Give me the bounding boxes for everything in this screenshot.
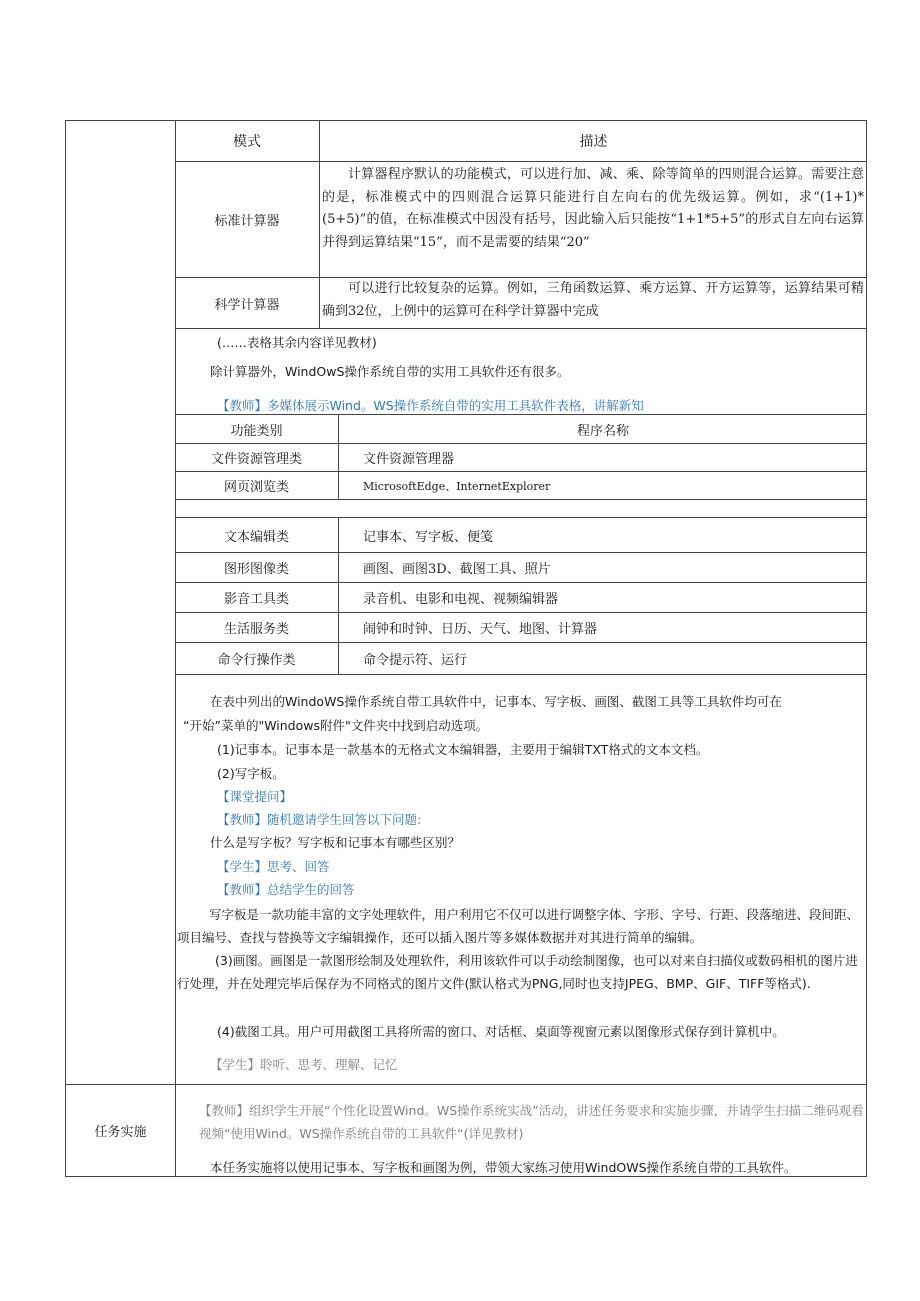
student-response: 【学生】思考、回答 [217,859,330,874]
body-paragraph: 在表中列出的WindoWS操作系统自带工具软件中，记事本、写字板、画图、截图工具等工具软件均可在 [210,694,782,709]
tool-category: 影音工具类 [223,592,289,607]
tool-category: 命令行操作类 [217,653,296,668]
tool-programs: 命令提示符、运行 [363,653,468,668]
desc-header: 描述 [579,133,608,150]
wordpad-paragraph: 写字板是一款功能丰富的文字处理软件，用户利用它不仅可以进行调整字体、字形、字号、行距、段落缩进、段间距、项目编号、查找与替换等文字编辑操作，还可以插入图片等多媒体数据并对其进行简单的编辑。 [177,907,860,945]
tool-programs: 画图、画图3D、截图工具、照片 [363,562,551,577]
tool-category: 网页浏览类 [223,480,289,495]
mode-scientific: 科学计算器 [214,297,280,313]
task-label: 任务实施 [94,1125,147,1140]
body-paragraph: “开始”菜单的"Windows附件"文件夹中找到启动选项。 [183,718,489,733]
tool-programs: MicrosoftEdge、InternetExplorer [363,479,551,493]
question-text: 什么是写字板？写字板和记事本有哪些区别？ [210,835,461,850]
tool-category: 文本编辑类 [223,529,289,545]
desc-standard: 计算器程序默认的功能模式，可以进行加、减、乘、除等简单的四则混合运算。需要注意的是，标准模式中的四则混合运算只能进行自左向右的优先级运算。例如，求“(1+1)*(5+5)”的值，在标准模式中因没有括号，因此输入后只能按“1+1*5+5”的形式自左向右运算并得到运算结果“15”，而不是需要的结果“20” [322,167,864,250]
paint-paragraph: (3)画图。画图是一款图形绘制及处理软件，利用该软件可以手动绘制图像，也可以对来自扫描仪或数码相机的图片进行处理，并在处理完毕后保存为不同格式的图片文件(默认格式为PNG,同时也支持JPEG、BMP、GIF、TIFF等格式). [177,953,858,991]
tool-programs: 闹钟和时钟、日历、天气、地图、计算器 [363,622,598,637]
task-summary: 本任务实施将以使用记事本、写字板和画图为例，带领大家练习使用WindOWS操作系统自带的工具软件。 [210,1160,797,1175]
tool-programs [363,500,863,517]
tool-header-category: 功能类别 [230,423,283,439]
tool-programs: 录音机、电影和电视、视频编辑器 [363,592,559,607]
intro-paragraph: 除计算器外，WindOwS操作系统自带的实用工具软件还有很多。 [210,364,570,379]
note-rest: (……表格其余内容详见教材) [217,335,377,350]
tool-category: 图形图像类 [223,562,289,577]
wordpad-heading: (2)写字板。 [217,766,285,781]
mode-standard: 标准计算器 [214,214,280,229]
mode-table [175,120,867,329]
desc-scientific: 可以进行比较复杂的运算。例如，三角函数运算、乘方运算、开方运算等，运算结果可精确到32位，上例中的运算可在科学计算器中完成 [322,281,864,319]
classroom-question-label: 【课堂提问】 [217,789,293,804]
tool-category: 文件资源管理类 [210,452,302,467]
tool-programs: 文件资源管理器 [363,452,455,467]
tool-table [175,414,867,675]
tool-header-programs: 程序名称 [576,423,629,439]
snipping-paragraph: (4)截图工具。用户可用截图工具将所需的窗口、对话框、桌面等视窗元素以图像形式保存到计算机中。 [217,1024,785,1039]
teacher-question: 【教师】随机邀请学生回答以下问题: [217,812,422,827]
teacher-show: 【教师】多媒体展示Wind。WS操作系统自带的实用工具软件表格，讲解新知 [217,398,644,413]
tool-category [175,500,338,517]
notepad-paragraph: (1)记事本。记事本是一款基本的无格式文本编辑器，主要用于编辑TXT格式的文本文档。 [217,742,709,757]
tool-programs: 记事本、写字板、便笺 [363,529,494,545]
task-row-divider [65,1084,867,1085]
student-listen: 【学生】聆听、思考、理解、记忆 [210,1057,398,1072]
teacher-summary: 【教师】总结学生的回答 [217,882,355,897]
task-teacher-line: 【教师】组织学生开展“个性化设置Wind。WS操作系统实战”活动，讲述任务要求和实施步骤，并请学生扫描二维码观看视频“使用Wind。WS操作系统自带的工具软件“(详见教材) [199,1103,864,1141]
tool-category: 生活服务类 [223,622,289,637]
mode-header: 模式 [233,133,261,150]
